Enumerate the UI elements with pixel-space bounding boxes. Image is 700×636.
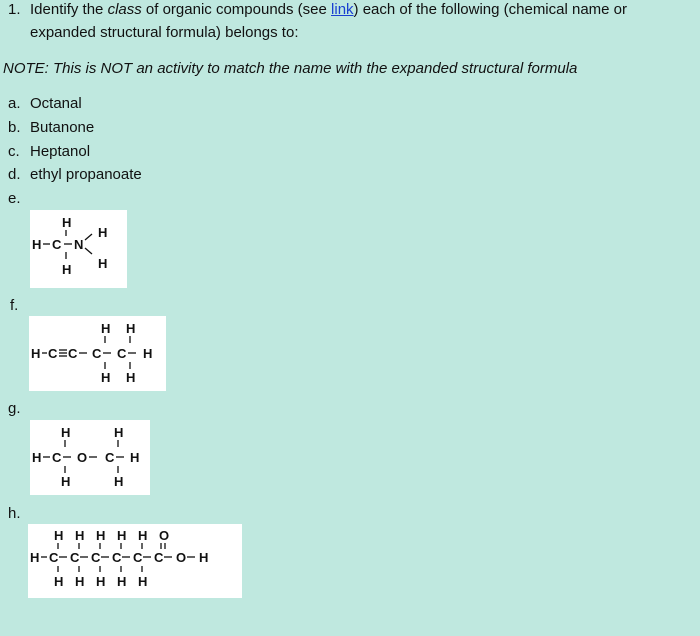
svg-text:H: H <box>114 474 124 489</box>
svg-text:O: O <box>176 550 187 565</box>
item-label: h. <box>8 505 21 522</box>
svg-text:H: H <box>75 528 85 543</box>
svg-text:O: O <box>159 528 170 543</box>
question-text-before: Identify the <box>30 1 108 18</box>
item-name: Butanone <box>30 119 95 136</box>
svg-text:H: H <box>32 450 42 465</box>
svg-text:H: H <box>199 550 209 565</box>
item-a <box>8 95 82 112</box>
structure-h-drawing <box>28 524 242 598</box>
svg-text:C: C <box>52 237 62 252</box>
svg-text:H: H <box>75 574 85 589</box>
item-c <box>8 143 90 160</box>
item-g <box>8 400 30 417</box>
svg-text:H: H <box>62 262 72 277</box>
structure-f-drawing <box>29 316 166 391</box>
svg-text:C: C <box>133 550 143 565</box>
question-text-italic: class <box>107 1 142 18</box>
svg-text:H: H <box>30 550 40 565</box>
svg-text:C: C <box>49 550 59 565</box>
svg-text:C: C <box>52 450 62 465</box>
item-label: e. <box>8 190 21 207</box>
svg-text:C: C <box>91 550 101 565</box>
svg-text:C: C <box>92 346 102 361</box>
item-b <box>8 119 94 136</box>
svg-text:C: C <box>48 346 58 361</box>
question-number: 1. <box>8 1 21 18</box>
item-name: Heptanol <box>30 143 91 160</box>
svg-text:H: H <box>61 425 71 440</box>
svg-text:H: H <box>138 574 148 589</box>
item-label: b. <box>8 119 21 136</box>
svg-text:H: H <box>101 370 111 385</box>
svg-text:H: H <box>117 528 127 543</box>
svg-text:H: H <box>126 321 136 336</box>
structure-e-drawing <box>30 210 127 288</box>
svg-text:H: H <box>126 370 136 385</box>
svg-text:C: C <box>68 346 78 361</box>
question-text-line2: expanded structural formula) belongs to: <box>30 24 299 41</box>
svg-text:H: H <box>96 528 106 543</box>
item-label: d. <box>8 166 21 183</box>
svg-text:H: H <box>98 256 108 271</box>
svg-text:H: H <box>54 528 64 543</box>
item-d <box>8 166 142 183</box>
svg-text:C: C <box>117 346 127 361</box>
svg-text:C: C <box>105 450 115 465</box>
svg-text:H: H <box>98 225 108 240</box>
svg-text:N: N <box>74 237 84 252</box>
structure-g-drawing <box>30 420 150 495</box>
note-text: NOTE: This is NOT an activity to match the name with the expanded structural formula <box>3 60 578 77</box>
see-link[interactable]: link <box>331 1 354 18</box>
item-label: g. <box>8 400 21 417</box>
svg-text:O: O <box>77 450 88 465</box>
question-text-after: ) each of the following (chemical name or <box>353 1 628 18</box>
svg-text:H: H <box>96 574 106 589</box>
structure-f <box>29 316 166 391</box>
question-text <box>30 0 627 20</box>
svg-text:C: C <box>112 550 122 565</box>
item-label: c. <box>8 143 20 160</box>
svg-text:H: H <box>130 450 140 465</box>
svg-text:H: H <box>54 574 64 589</box>
svg-text:H: H <box>114 425 124 440</box>
svg-text:C: C <box>70 550 80 565</box>
svg-text:H: H <box>101 321 111 336</box>
svg-text:C: C <box>154 550 164 565</box>
item-label: a. <box>8 95 21 112</box>
item-name: ethyl propanoate <box>30 166 142 183</box>
svg-text:H: H <box>138 528 148 543</box>
svg-text:H: H <box>62 215 72 230</box>
svg-text:H: H <box>117 574 127 589</box>
structure-e <box>30 210 127 288</box>
svg-text:H: H <box>32 237 42 252</box>
question-text-mid: of organic compounds (see <box>141 1 332 18</box>
structure-h <box>28 524 242 598</box>
item-name: Octanal <box>30 95 82 112</box>
structure-g <box>30 420 150 495</box>
svg-text:H: H <box>143 346 153 361</box>
item-label: f. <box>10 297 19 314</box>
item-f <box>10 297 32 314</box>
item-h <box>8 505 30 522</box>
svg-text:H: H <box>31 346 41 361</box>
item-e <box>8 190 30 207</box>
svg-text:H: H <box>61 474 71 489</box>
